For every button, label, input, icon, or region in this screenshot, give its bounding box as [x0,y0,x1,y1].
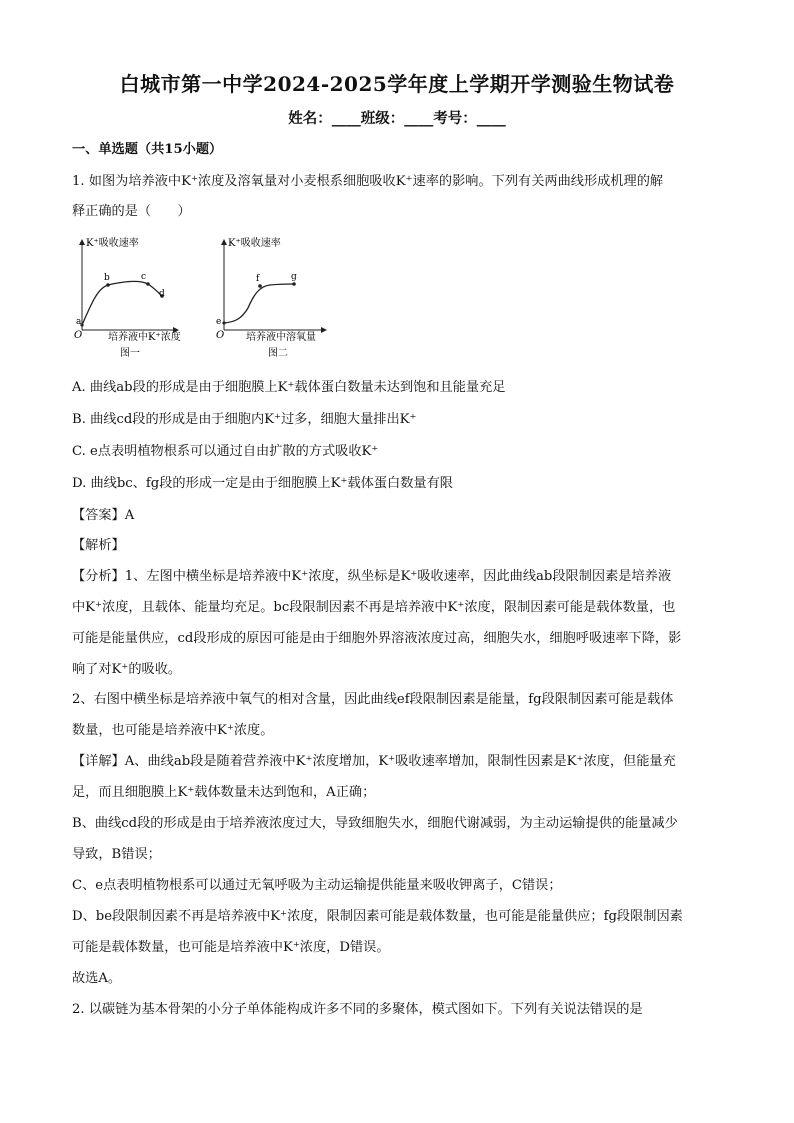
q1-stem-line2: 释正确的是（ ） [72,204,191,219]
q1-detail-line5: C、e点表明植物根系可以通过无氧呼吸为主动运输提供能量来吸收钾离子，C错误； [72,878,562,893]
fig2-ylabel: K⁺吸收速率 [228,238,281,249]
fig1-point-c: c [141,272,147,282]
fig2-caption: 图二 [268,348,288,359]
q1-analysis-line2: 中K⁺浓度，且载体、能量均充足。bc段限制因素不再是培养液中K⁺浓度，限制因素可能是载体数量，也 [72,600,676,615]
q1-figure [70,232,350,367]
q1-detail-line1: 【详解】A、曲线ab段是随着营养液中K⁺浓度增加，K⁺吸收速率增加，限制性因素是K⁺浓度，但能量充 [72,754,676,769]
fig1-ylabel: K⁺吸收速率 [86,238,139,249]
fig1-point-b: b [104,273,110,283]
q1-option-c: C. e点表明植物根系可以通过自由扩散的方式吸收K⁺ [72,444,379,459]
q1-analysis-line5: 2、右图中横坐标是培养液中氧气的相对含量，因此曲线ef段限制因素是能量，fg段限制因素可能是载体 [72,692,674,707]
section-heading: 一、单选题（共15小题） [72,142,223,157]
q1-detail-line7: 可能是载体数量，也可能是培养液中K⁺浓度，D错误。 [72,940,390,955]
q1-stem-line1: 1. 如图为培养液中K⁺浓度及溶氧量对小麦根系细胞吸收K⁺速率的影响。下列有关两曲线形成机理的解 [72,174,664,189]
figure-one [74,236,181,359]
fig1-point-d: d [159,289,165,299]
fig2-point-g: g [291,272,297,282]
fig1-origin: O [74,330,83,341]
q1-option-a: A. 曲线ab段的形成是由于细胞膜上K⁺载体蛋白数量未达到饱和且能量充足 [72,380,506,395]
exam-title: 白城市第一中学2024-2025学年度上学期开学测验生物试卷 [119,72,675,96]
fig2-point-f: f [256,274,260,284]
q1-analysis-line3: 可能是能量供应，cd段形成的原因可能是由于细胞外界溶液浓度过高，细胞失水，细胞呼吸速率下降，影 [72,631,682,646]
student-info-line: 姓名：____班级：____考号：____ [288,110,506,127]
q1-analysis-line4: 响了对K⁺的吸收。 [72,662,182,677]
fig1-xlabel: 培养液中K⁺浓度 [108,332,181,343]
q1-analysis-line6: 数量，也可能是培养液中K⁺浓度。 [72,723,274,738]
q1-detail-line4: 导致，B错误； [72,847,161,862]
fig2-origin: O [216,330,225,341]
q1-analysis-label: 【解析】 [72,538,125,553]
q1-option-d: D. 曲线bc、fg段的形成一定是由于细胞膜上K⁺载体蛋白数量有限 [72,476,453,491]
q1-analysis-line1: 【分析】1、左图中横坐标是培养液中K⁺浓度，纵坐标是K⁺吸收速率，因此曲线ab段限制因素是培养液 [72,569,672,584]
q1-detail-line8: 故选A。 [72,971,122,986]
q1-answer: 【答案】A [72,508,135,523]
fig1-caption: 图一 [120,348,140,359]
fig2-xlabel: 培养液中溶氧量 [246,332,316,343]
figure-two [216,236,326,359]
q1-option-b: B. 曲线cd段的形成是由于细胞内K⁺过多，细胞大量排出K⁺ [72,412,417,427]
q2-stem-line1: 2. 以碳链为基本骨架的小分子单体能构成许多不同的多聚体，模式图如下。下列有关说法错误的是 [72,1002,643,1017]
q1-detail-line2: 足，而且细胞膜上K⁺载体数量未达到饱和，A正确； [72,785,376,800]
q1-detail-line6: D、be段限制因素不再是培养液中K⁺浓度，限制因素可能是载体数量，也可能是能量供应；fg段限制因素 [72,909,683,924]
q1-detail-line3: B、曲线cd段的形成是由于培养液浓度过大，导致细胞失水，细胞代谢减弱，为主动运输提供的能量减少 [72,816,678,831]
fig1-point-a: a [76,317,82,327]
fig2-point-e: e [216,317,222,327]
